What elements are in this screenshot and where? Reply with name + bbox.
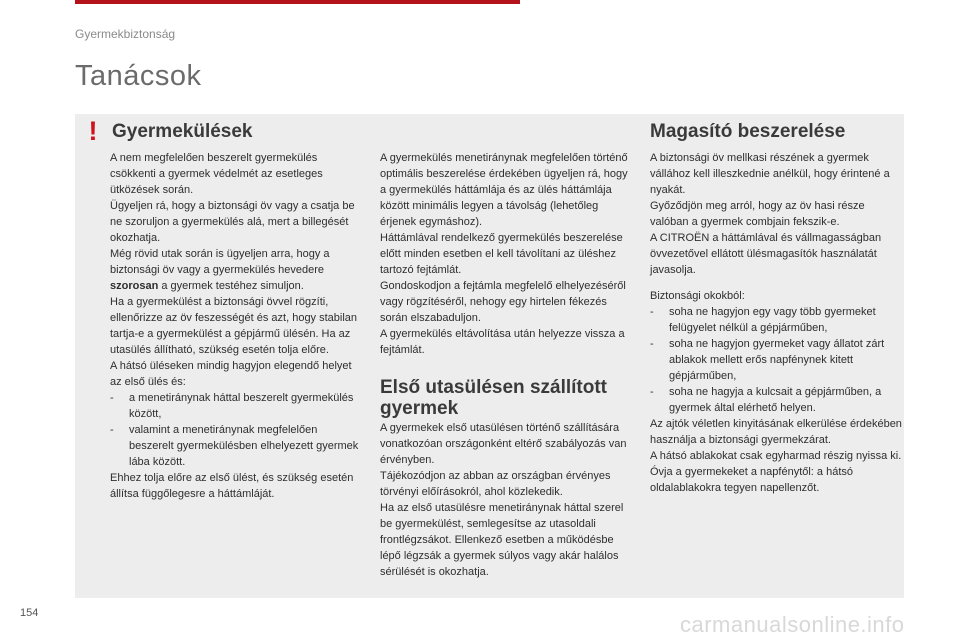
front-seat-text (380, 420, 632, 580)
text-run: Még rövid utak során is ügyeljen arra, hogy a biztonsági öv vagy a gyermekülés hevedere (110, 248, 330, 276)
list-dash: - (650, 338, 654, 350)
section-label: Gyermekbiztonság (75, 27, 176, 41)
watermark: carmanualsonline.info (680, 612, 905, 637)
top-accent-rule (0, 0, 960, 4)
list-item-text: soha ne hagyja a kulcsait a gépjárműben, a gyermek által elérhető helyen. (669, 386, 882, 414)
booster-heading: Magasító beszerelése (650, 121, 846, 142)
child-seats-col2 (380, 150, 632, 358)
page-number: 154 (20, 607, 39, 619)
child-seats-heading: Gyermekülések (112, 121, 253, 142)
text-run: a gyermek testéhez simuljon. (158, 280, 304, 292)
paragraph: A nem megfelelően beszerelt gyermekülés csökkenti a gyermek védelmét az esetleges ütközések során. (110, 152, 323, 196)
paragraph: A hátsó üléseken mindig hagyjon elegendő helyet az első ülés és: (110, 360, 352, 388)
list-dash: - (110, 392, 114, 404)
paragraph: Ha a gyermekülést a biztonsági övvel rögzíti, ellenőrizze az öv feszességét és azt, hogy stabilan tartja-e a gyermekülést a gépjármű ülésén. Ha az utasülés állítható, szükség esetén tolja előre. (110, 296, 358, 356)
paragraph: Tájékozódjon az abban az országban érvényes törvényi előírásokról, ahol közlekedik. (380, 470, 611, 498)
list-item-text: soha ne hagyjon egy vagy több gyermeket felügyelet nélkül a gépjárműben, (669, 306, 876, 334)
emphasis-text: szorosan (110, 280, 159, 292)
heading-line: gyermek (380, 398, 459, 419)
child-seats-col1 (110, 150, 362, 502)
paragraph: Az ajtók véletlen kinyitásának elkerülése érdekében használja a biztonsági gyermekzárat. (650, 418, 902, 446)
paragraph: Óvja a gyermekeket a napfénytől: a hátsó oldalablakokra tegyen napellenzőt. (650, 466, 854, 494)
paragraph (110, 246, 362, 294)
paragraph: Ehhez tolja előre az első ülést, és szükség esetén állítsa függőlegesre a háttámláját. (110, 472, 354, 500)
paragraph: Gondoskodjon a fejtámla megfelelő elhelyezéséről vagy rögzítéséről, nehogy egy hirtelen fékezés során elszabaduljon. (380, 280, 626, 324)
list-dash: - (650, 306, 654, 318)
booster-text (650, 150, 902, 496)
list-item-text: valamint a menetiránynak megfelelően beszerelt gyermekülésben elhelyezett gyermek lába között. (129, 424, 359, 468)
paragraph: A hátsó ablakokat csak egyharmad részig nyissa ki. (650, 450, 902, 462)
front-seat-heading (380, 377, 607, 419)
paragraph: A gyermekek első utasülésen történő szállítására vonatkozóan országonként eltérő szabályozás van érvényben. (380, 422, 627, 466)
list-item (650, 336, 902, 384)
page-title: Tanácsok (75, 60, 202, 92)
paragraph: A biztonsági öv mellkasi részének a gyermek vállához kell illeszkednie anélkül, hogy érintené a nyakát. (650, 152, 890, 196)
list-item-text: a menetiránynak háttal beszerelt gyermekülés között, (129, 392, 354, 420)
paragraph: Győződjön meg arról, hogy az öv hasi része valóban a gyermek combjain fekszik-e. (650, 200, 865, 228)
paragraph: Biztonsági okokból: (650, 290, 745, 302)
spacer (650, 278, 902, 288)
list-item (110, 422, 362, 470)
list-dash: - (650, 386, 654, 398)
paragraph: Ügyeljen rá, hogy a biztonsági öv vagy a csatja be ne szoruljon a gyermekülés alá, mert a billegését okozhatja. (110, 200, 355, 244)
list-item (110, 390, 362, 422)
list-item-text: soha ne hagyjon gyermeket vagy állatot zárt ablakok mellett erős napfénynek kitett gépjárműben, (669, 338, 885, 382)
paragraph: Háttámlával rendelkező gyermekülés beszerelése előtt minden esetben el kell távolítani az üléshez tartozó fejtámlát. (380, 232, 623, 276)
paragraph: A gyermekülés eltávolítása után helyezze vissza a fejtámlát. (380, 328, 625, 356)
list-item (650, 304, 902, 336)
list-dash: - (110, 424, 114, 436)
list-item (650, 384, 902, 416)
paragraph: Ha az első utasülésre menetiránynak háttal szerel be gyermekülést, semlegesítse az utasoldali frontlégzsákot. Ellenkező esetben a működésbe lépő légzsák a gyermek súlyos vagy akár halálos sérülését is okozhatja. (380, 502, 624, 578)
exclamation-icon: ! (88, 116, 98, 146)
paragraph: A gyermekülés menetiránynak megfelelően történő optimális beszerelése érdekében ügyeljen rá, hogy a gyermekülés háttámlája és az ülés háttámlája között minimális legyen a távolság (lehetőleg érjenek egymáshoz). (380, 152, 628, 228)
heading-line: Első utasülésen szállított (380, 377, 607, 398)
paragraph: A CITROËN a háttámlával és vállmagasságban övvezetővel ellátott ülésmagasítók használatát javasolja. (650, 232, 882, 276)
